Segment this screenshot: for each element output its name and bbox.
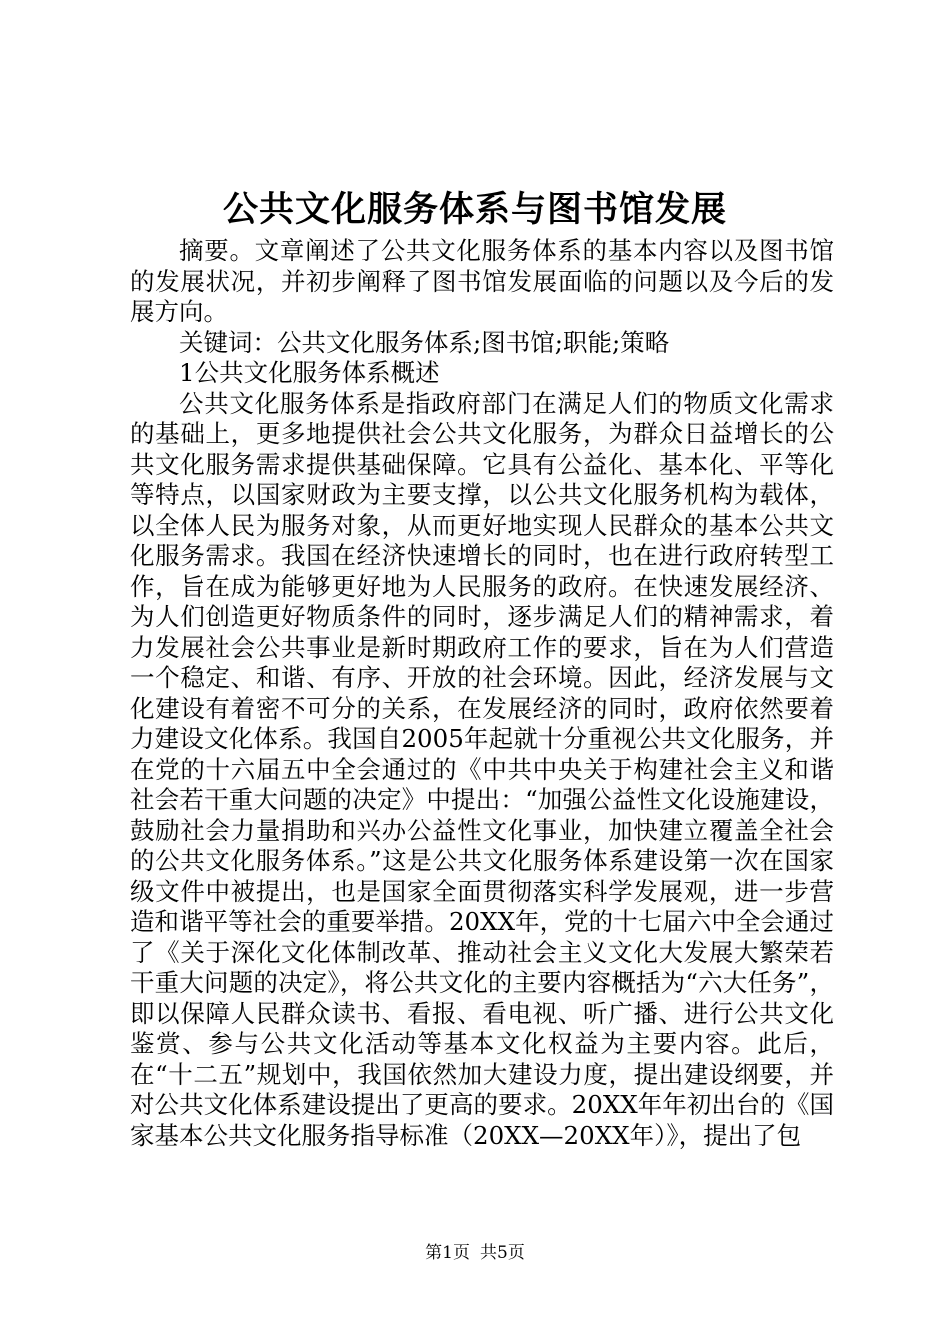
page-footer [0, 1241, 950, 1265]
page-number-total: 共5页 [480, 1243, 525, 1263]
document-title: 公共文化服务体系与图书馆发展 [222, 189, 727, 230]
abstract-paragraph: 摘要。文章阐述了公共文化服务体系的基本内容以及图书馆的发展状况，并初步阐释了图书馆发展面临的问题以及今后的发展方向。 [130, 236, 834, 326]
document-body [130, 236, 834, 1151]
keywords-line: 关键词：公共文化服务体系;图书馆;职能;策略 [179, 327, 670, 357]
section-heading: 1公共文化服务体系概述 [179, 358, 440, 387]
page-number-current: 第1页 [425, 1243, 470, 1263]
body-paragraph: 公共文化服务体系是指政府部门在满足人们的物质文化需求的基础上，更多地提供社会公共文化服务，为群众日益增长的公共文化服务需求提供基础保障。它具有公益化、基本化、平等化等特点，以国家财政为主要支撑，以公共文化服务机构为载体，以全体人民为服务对象，从而更好地实现人民群众的基本公共文化服务需求。我国在经济快速增长的同时，也在进行政府转型工作，旨在成为能够更好地为人民服务的政府。在快速发展经济、为人们创造更好物质条件的同时，逐步满足人们的精神需求，着力发展社会公共事业是新时期政府工作的要求，旨在为人们营造一个稳定、和谐、有序、开放的社会环境。因此，经济发展与文化建设有着密不可分的关系，在发展经济的同时，政府依然要着力建设文化体系。我国自2005年起就十分重视公共文化服务，并在党的十六届五中全会通过的《中共中央关于构建社会主义和谐社会若干重大问题的决定》中提出：“加强公益性文化设施建设，鼓励社会力量捐助和兴办公益性文化事业，加快建立覆盖全社会的公共文化服务体系。”这是公共文化服务体系建设第一次在国家级文件中被提出，也是国家全面贯彻落实科学发展观，进一步营造和谐平等社会的重要举措。20XX年，党的十七届六中全会通过了《关于深化文化体制改革、推动社会主义文化大发展大繁荣若干重大问题的决定》，将公共文化的主要内容概括为“六大任务”，即以保障人民群众读书、看报、看电视、听广播、进行公共文化鉴赏、参与公共文化活动等基本文化权益为主要内容。此后，在“十二五”规划中，我国依然加大建设力度，提出建设纲要，并对公共文化体系建设提出了更高的要求。20XX年年初出台的《国家基本公共文化服务指导标准（20XX—20XX年）》，提出了包 [130, 388, 834, 1150]
